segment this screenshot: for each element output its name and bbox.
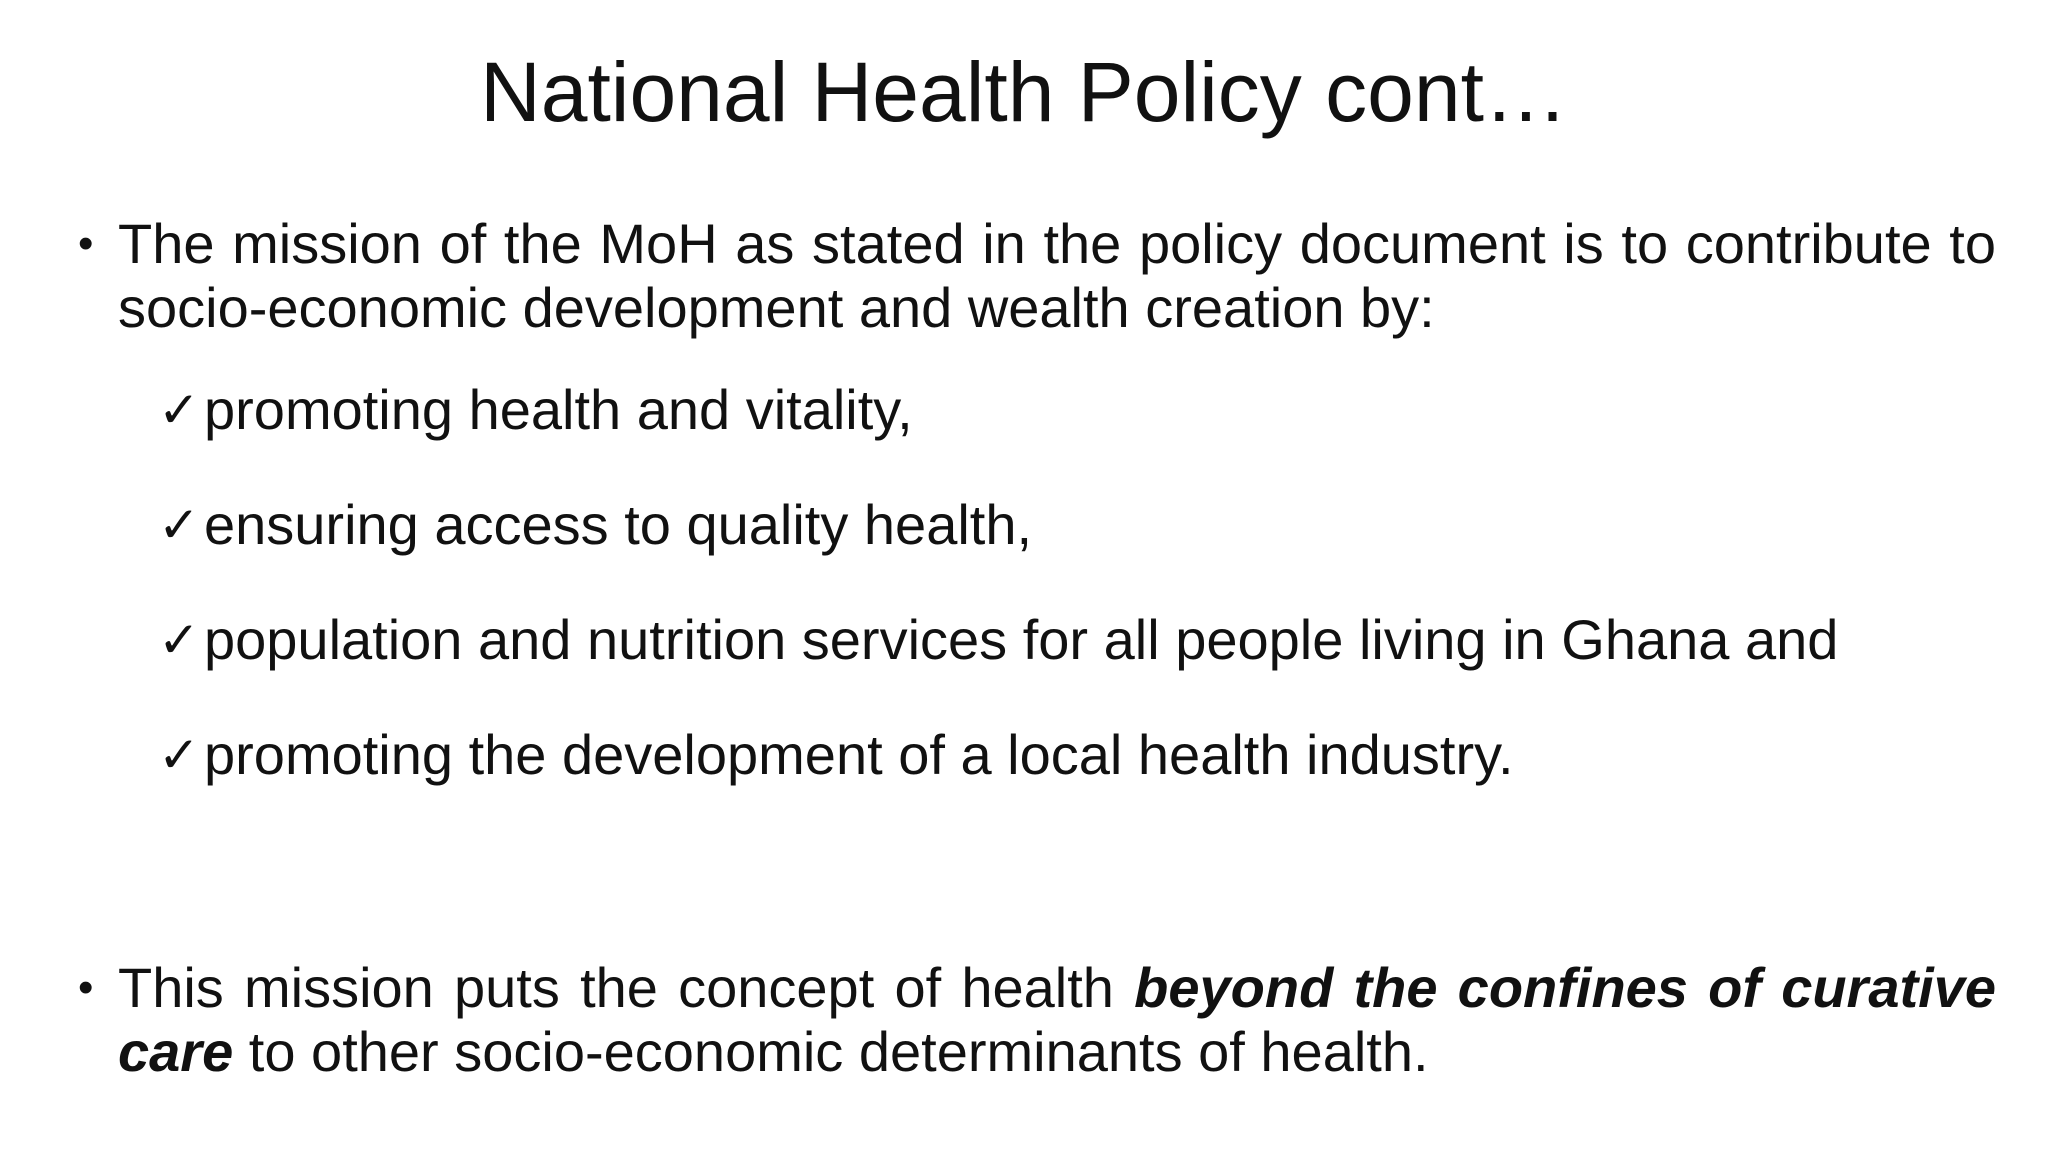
mission-checklist	[158, 378, 2008, 838]
checklist-item	[158, 378, 2008, 493]
checklist-item-text: population and nutrition services for all people living in Ghana and	[204, 608, 1839, 671]
checkmark-icon: ✓	[158, 382, 200, 438]
checkmark-icon: ✓	[158, 727, 200, 783]
bullet-concept-emphasis: beyond the confines of curative care	[118, 956, 1996, 1083]
bullet-concept-text	[118, 956, 1996, 1084]
checklist-item-text: promoting health and vitality,	[204, 378, 913, 441]
bullet-dot-icon: •	[78, 963, 94, 1012]
checklist-item	[158, 608, 2008, 723]
checklist-item-text: ensuring access to quality health,	[204, 493, 1033, 556]
checklist-item	[158, 723, 2008, 838]
checklist-item	[158, 493, 2008, 608]
bullet-mission-text: The mission of the MoH as stated in the policy document is to contribute to socio-economic development and wealth creation by:	[118, 212, 1996, 339]
bullet-mission	[78, 212, 1996, 340]
checklist-item-text: promoting the development of a local health industry.	[204, 723, 1514, 786]
bullet-dot-icon: •	[78, 219, 94, 268]
bullet-concept	[78, 956, 1996, 1084]
bullet-concept-text-after: to other socio-economic determinants of health.	[233, 1020, 1429, 1083]
checkmark-icon: ✓	[158, 497, 200, 553]
bullet-concept-text-before: This mission puts the concept of health	[118, 956, 1135, 1019]
checkmark-icon: ✓	[158, 612, 200, 668]
slide-title: National Health Policy cont…	[480, 45, 1568, 139]
